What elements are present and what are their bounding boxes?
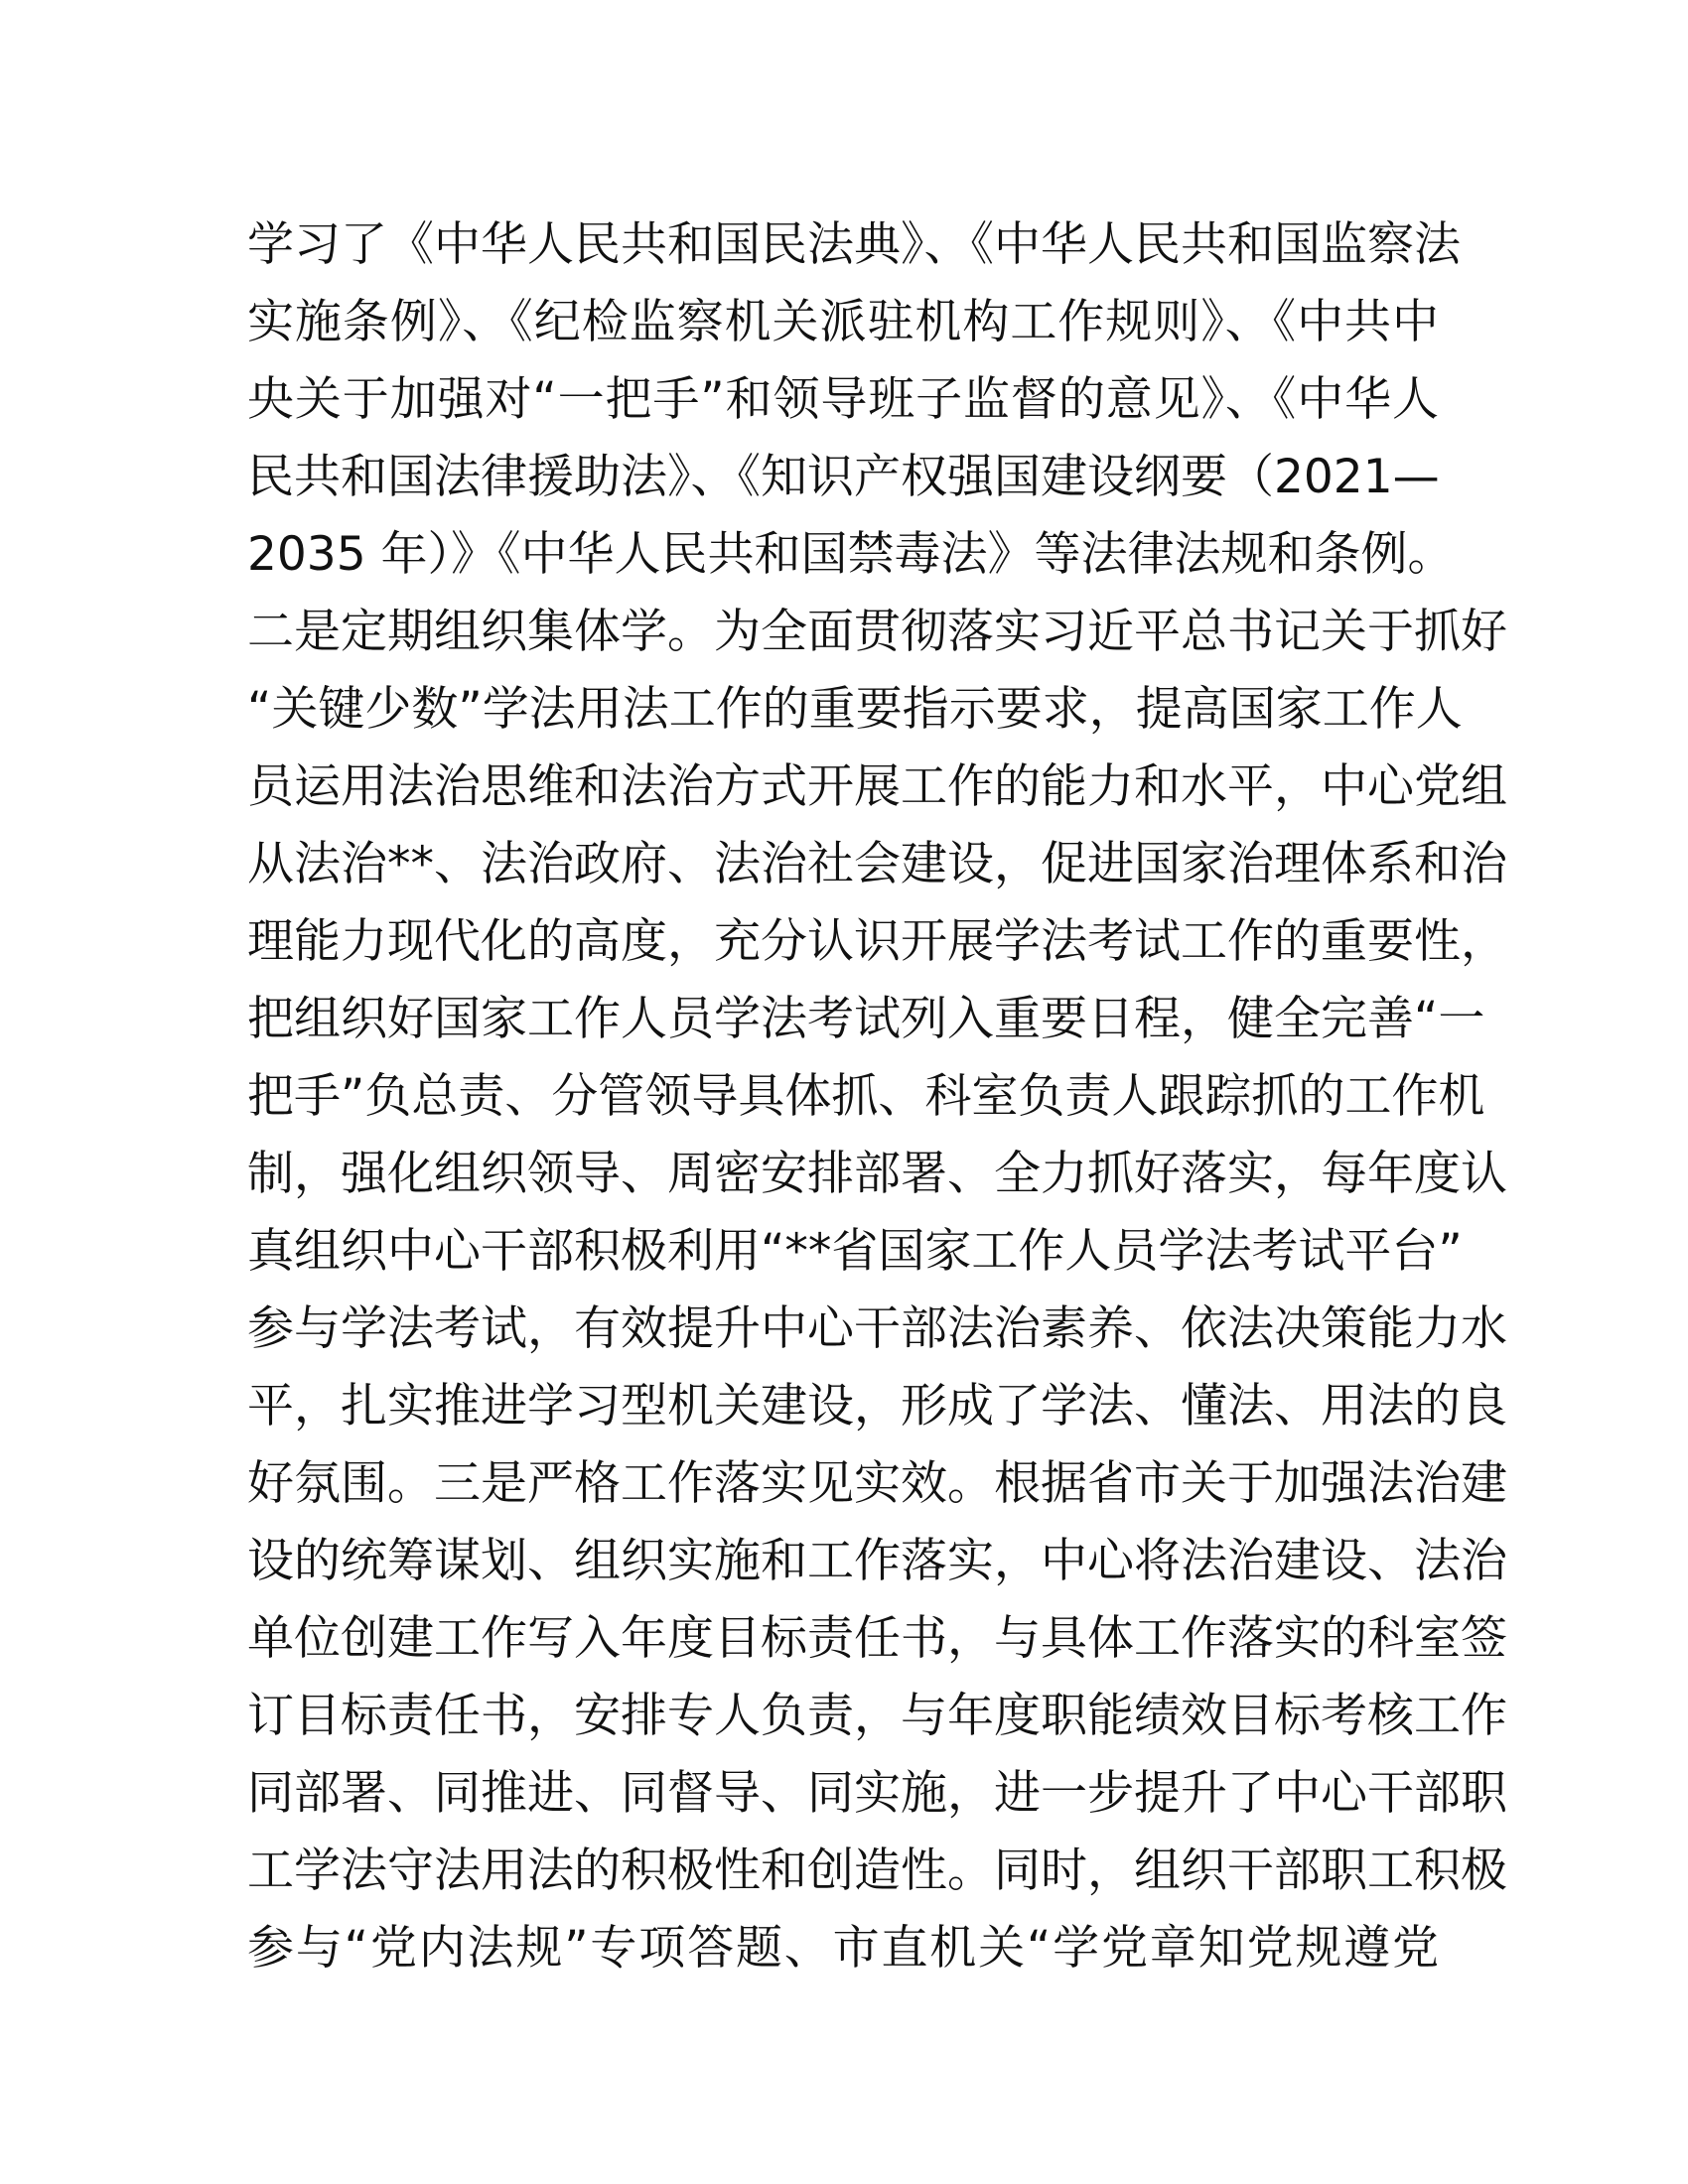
text-line: 参与“党内法规”专项答题、市直机关“学党章知党规遵党 bbox=[247, 1921, 1439, 1976]
text-line: 实施条例》、《纪检监察机关派驻机构工作规则》、《中共中 bbox=[247, 295, 1439, 349]
text-line: 民共和国法律援助法》、《知识产权强国建设纲要（2021— bbox=[247, 450, 1440, 504]
text-line: 参与学法考试，有效提升中心干部法治素养、依法决策能力水 bbox=[247, 1301, 1507, 1356]
text-line: 从法治**、法治政府、法治社会建设，促进国家治理体系和治 bbox=[247, 837, 1507, 891]
text-line: 同部署、同推进、同督导、同实施，进一步提升了中心干部职 bbox=[247, 1766, 1507, 1821]
text-line: 员运用法治思维和法治方式开展工作的能力和水平，中心党组 bbox=[247, 759, 1507, 814]
text-line: 2035 年）》《中华人民共和国禁毒法》等法律法规和条例。 bbox=[247, 527, 1455, 582]
text-line: 把手”负总责、分管领导具体抓、科室负责人跟踪抓的工作机 bbox=[247, 1069, 1485, 1124]
text-line: 设的统筹谋划、组织实施和工作落实，中心将法治建设、法治 bbox=[247, 1534, 1507, 1588]
text-line: 好氛围。三是严格工作落实见实效。根据省市关于加强法治建 bbox=[247, 1456, 1507, 1511]
text-line: 真组织中心干部积极利用“**省国家工作人员学法考试平台” bbox=[247, 1224, 1463, 1279]
text-line: “关键少数”学法用法工作的重要指示要求，提高国家工作人 bbox=[247, 682, 1463, 737]
text-line: 单位创建工作写入年度目标责任书，与具体工作落实的科室签 bbox=[247, 1611, 1507, 1666]
text-line: 工学法守法用法的积极性和创造性。同时，组织干部职工积极 bbox=[247, 1843, 1507, 1898]
text-line: 二是定期组织集体学。为全面贯彻落实习近平总书记关于抓好 bbox=[247, 605, 1507, 659]
text-line: 学习了《中华人民共和国民法典》、《中华人民共和国监察法 bbox=[247, 217, 1461, 272]
text-line: 订目标责任书，安排专人负责，与年度职能绩效目标考核工作 bbox=[247, 1689, 1507, 1743]
text-line: 理能力现代化的高度，充分认识开展学法考试工作的重要性， bbox=[247, 914, 1507, 969]
text-line: 平，扎实推进学习型机关建设，形成了学法、懂法、用法的良 bbox=[247, 1379, 1507, 1433]
body-paragraph bbox=[247, 206, 1507, 1987]
text-line: 央关于加强对“一把手”和领导班子监督的意见》、《中华人 bbox=[247, 372, 1439, 427]
text-line: 制，强化组织领导、周密安排部署、全力抓好落实，每年度认 bbox=[247, 1147, 1507, 1201]
text-line: 把组织好国家工作人员学法考试列入重要日程，健全完善“一 bbox=[247, 992, 1485, 1046]
